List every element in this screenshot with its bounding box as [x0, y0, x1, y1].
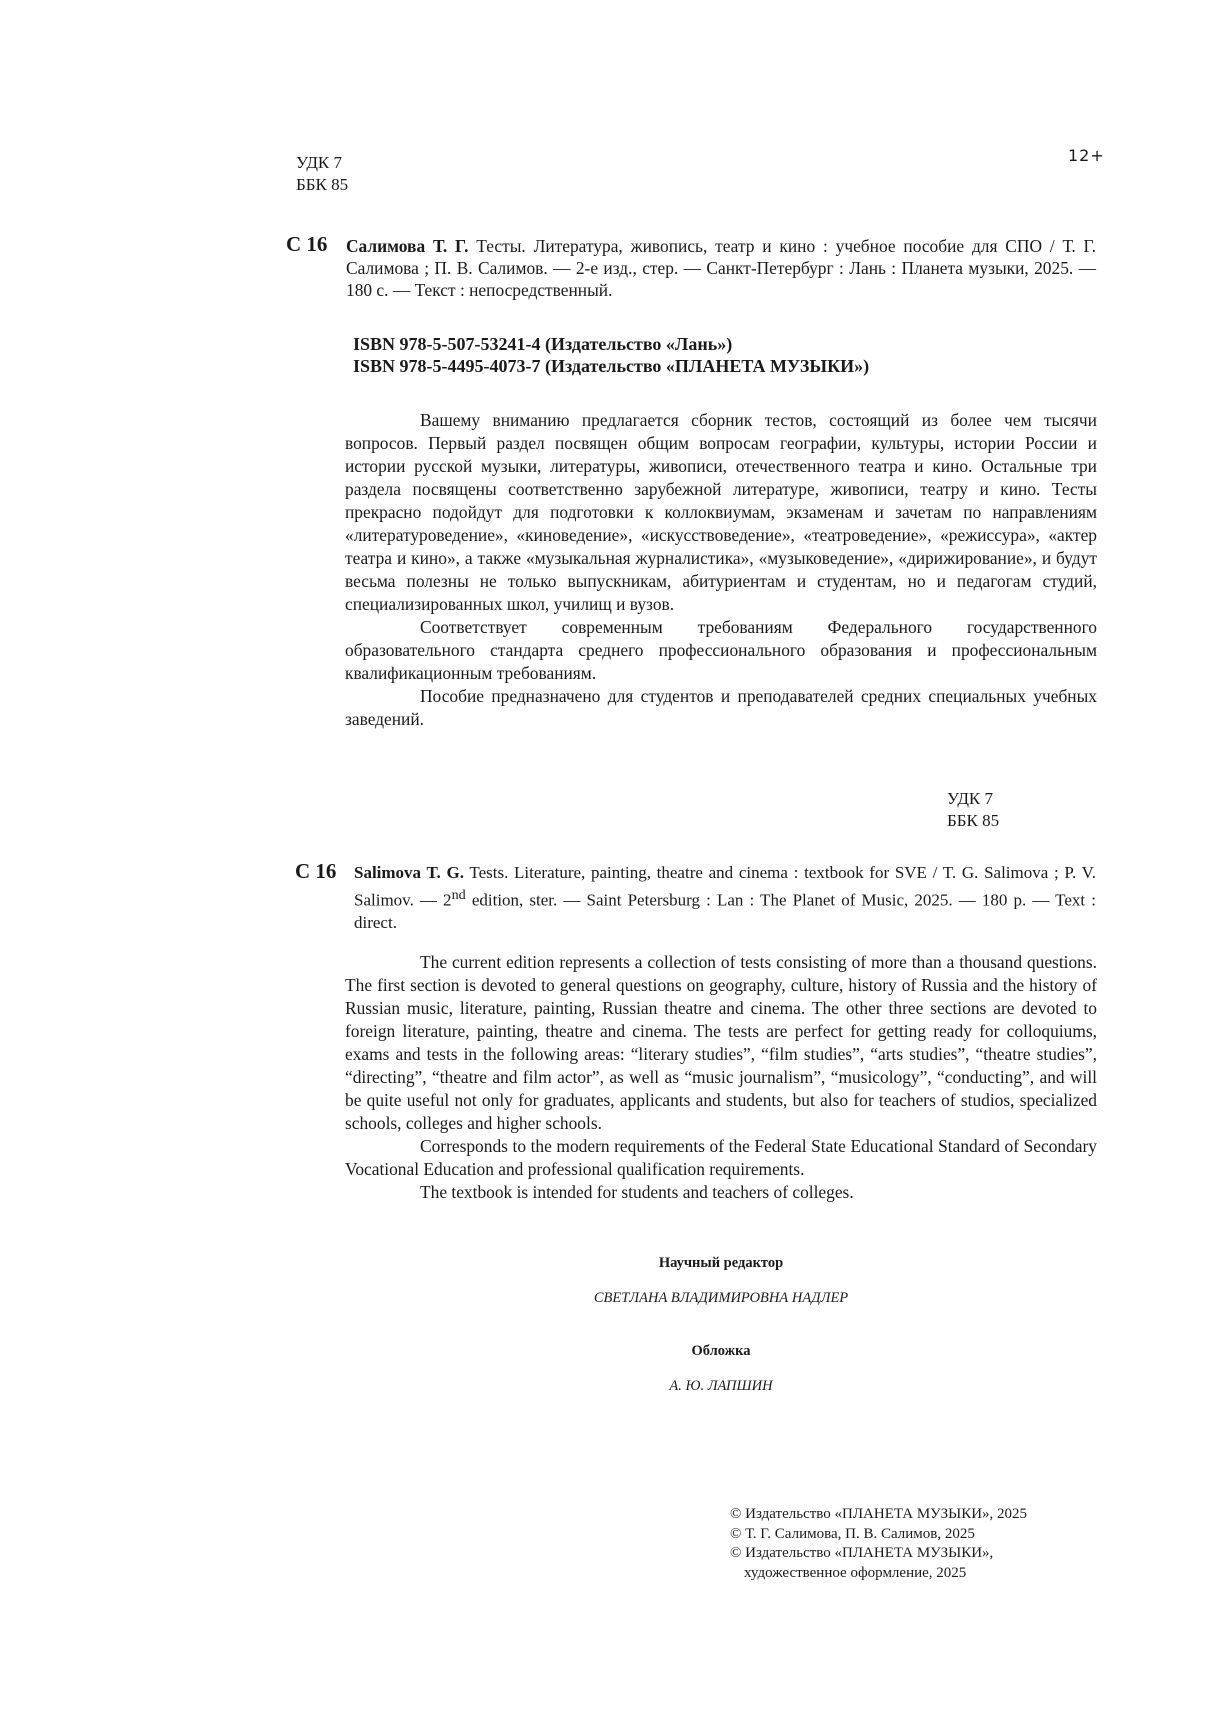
copyright-block	[730, 1505, 1027, 1583]
abstract-en-paragraph: The current edition represents a collection of tests consisting of more than a thousand questions. The first section is devoted to general questions on geography, culture, history of Russia and the history of Russian music, literature, painting, Russian theatre and cinema. The other three sections are devoted to foreign literature, painting, theatre and cinema. The tests are perfect for getting ready for colloquiums, exams and tests in the following areas: “literary studies”, “film studies”, “arts studies”, “theatre studies”, “directing”, “theatre and film actor”, as well as “music journalism”, “musicology”, “conducting”, and will be quite useful not only for graduates, applicants and students, but also for teachers of studios, specialized schools, colleges and higher schools.	[345, 952, 1097, 1133]
copyright-line: © Т. Г. Салимова, П. В. Салимов, 2025	[730, 1525, 975, 1542]
classification-right	[947, 788, 999, 832]
isbn-planeta: ISBN 978-5-4495-4073-7 (Издательство «ПЛАНЕТА МУЗЫКИ»)	[353, 356, 870, 376]
age-rating: 12+	[1068, 146, 1105, 165]
udk-code: УДК 7	[947, 789, 994, 808]
copyright-line: © Издательство «ПЛАНЕТА МУЗЫКИ»,	[730, 1545, 994, 1561]
bbk-code: ББК 85	[947, 811, 1000, 830]
udk-code: УДК 7	[296, 153, 343, 172]
author-cipher-en: С 16	[295, 859, 337, 883]
abstract-en	[345, 951, 1097, 1204]
abstract-ru-paragraph: Соответствует современным требованиям Федерального государственного образовательного стандарта среднего профессионального образования и профессиональным квалификационным требованиям.	[345, 617, 1097, 683]
bbk-code: ББК 85	[296, 175, 349, 194]
isbn-lan: ISBN 978-5-507-53241-4 (Издательство «Лань»)	[353, 334, 733, 354]
abstract-ru-paragraph: Пособие предназначено для студентов и преподавателей средних специальных учебных заведений.	[345, 686, 1097, 729]
edition-superscript: nd	[451, 887, 466, 903]
abstract-en-paragraph: The textbook is intended for students and teachers of colleges.	[420, 1182, 854, 1202]
cover-artist-name: А. Ю. ЛАПШИН	[669, 1378, 773, 1394]
bib-text-en: Tests. Literature, painting, theatre and cinema : textbook for SVE / T. G. Salimova ; P. V. Salimov. — 2	[354, 863, 1096, 910]
copyright-line: художественное оформление, 2025	[744, 1564, 967, 1581]
abstract-en-paragraph: Corresponds to the modern requirements of the Federal State Educational Standard of Secondary Vocational Education and professional qualification requirements.	[345, 1136, 1097, 1179]
author-name-en: Salimova T. G.	[354, 863, 464, 882]
author-name-ru: Салимова Т. Г.	[346, 236, 469, 256]
bibliographic-record-en	[354, 862, 1096, 934]
author-cipher-ru: С 16	[286, 232, 328, 256]
classification-top	[296, 152, 348, 196]
cover-label: Обложка	[691, 1343, 751, 1359]
abstract-ru-paragraph: Вашему вниманию предлагается сборник тестов, состоящий из более чем тысячи вопросов. Первый раздел посвящен общим вопросам географии, культуры, истории России и истории русской музыки, литературы, живописи, отечественного театра и кино. Остальные три раздела посвящены соответственно зарубежной литературе, живописи, театру и кино. Тесты прекрасно подойдут для подготовки к коллоквиумам, экзаменам и зачетам по направлениям «литературоведение», «киноведение», «искусствоведение», «театроведение», «режиссура», «актер театра и кино», а также «музыкальная журналистика», «музыковедение», «дирижирование», и будут весьма полезны не только выпускникам, абитуриентам и студентам, но и педагогам студий, специализированных школ, училищ и вузов.	[345, 410, 1097, 614]
copyright-line: © Издательство «ПЛАНЕТА МУЗЫКИ», 2025	[730, 1506, 1028, 1522]
bib-text-ru: Тесты. Литература, живопись, театр и кино : учебное пособие для СПО / Т. Г. Салимова ; П. В. Салимов. — 2-е изд., стер. — Санкт-Петербург : Лань : Планета музыки, 2025. — 180 с. — Текст : непосредственный.	[346, 236, 1096, 300]
bib-text-en-cont: edition, ster. — Saint Petersburg : Lan : The Planet of Music, 2025. — 180 p. — Text : direct.	[354, 890, 1096, 932]
abstract-ru	[345, 409, 1097, 731]
isbn-block	[353, 333, 869, 377]
editor-label: Научный редактор	[658, 1255, 784, 1271]
editor-name: СВЕТЛАНА ВЛАДИМИРОВНА НАДЛЕР	[593, 1290, 849, 1306]
bibliographic-record-ru	[346, 235, 1096, 301]
